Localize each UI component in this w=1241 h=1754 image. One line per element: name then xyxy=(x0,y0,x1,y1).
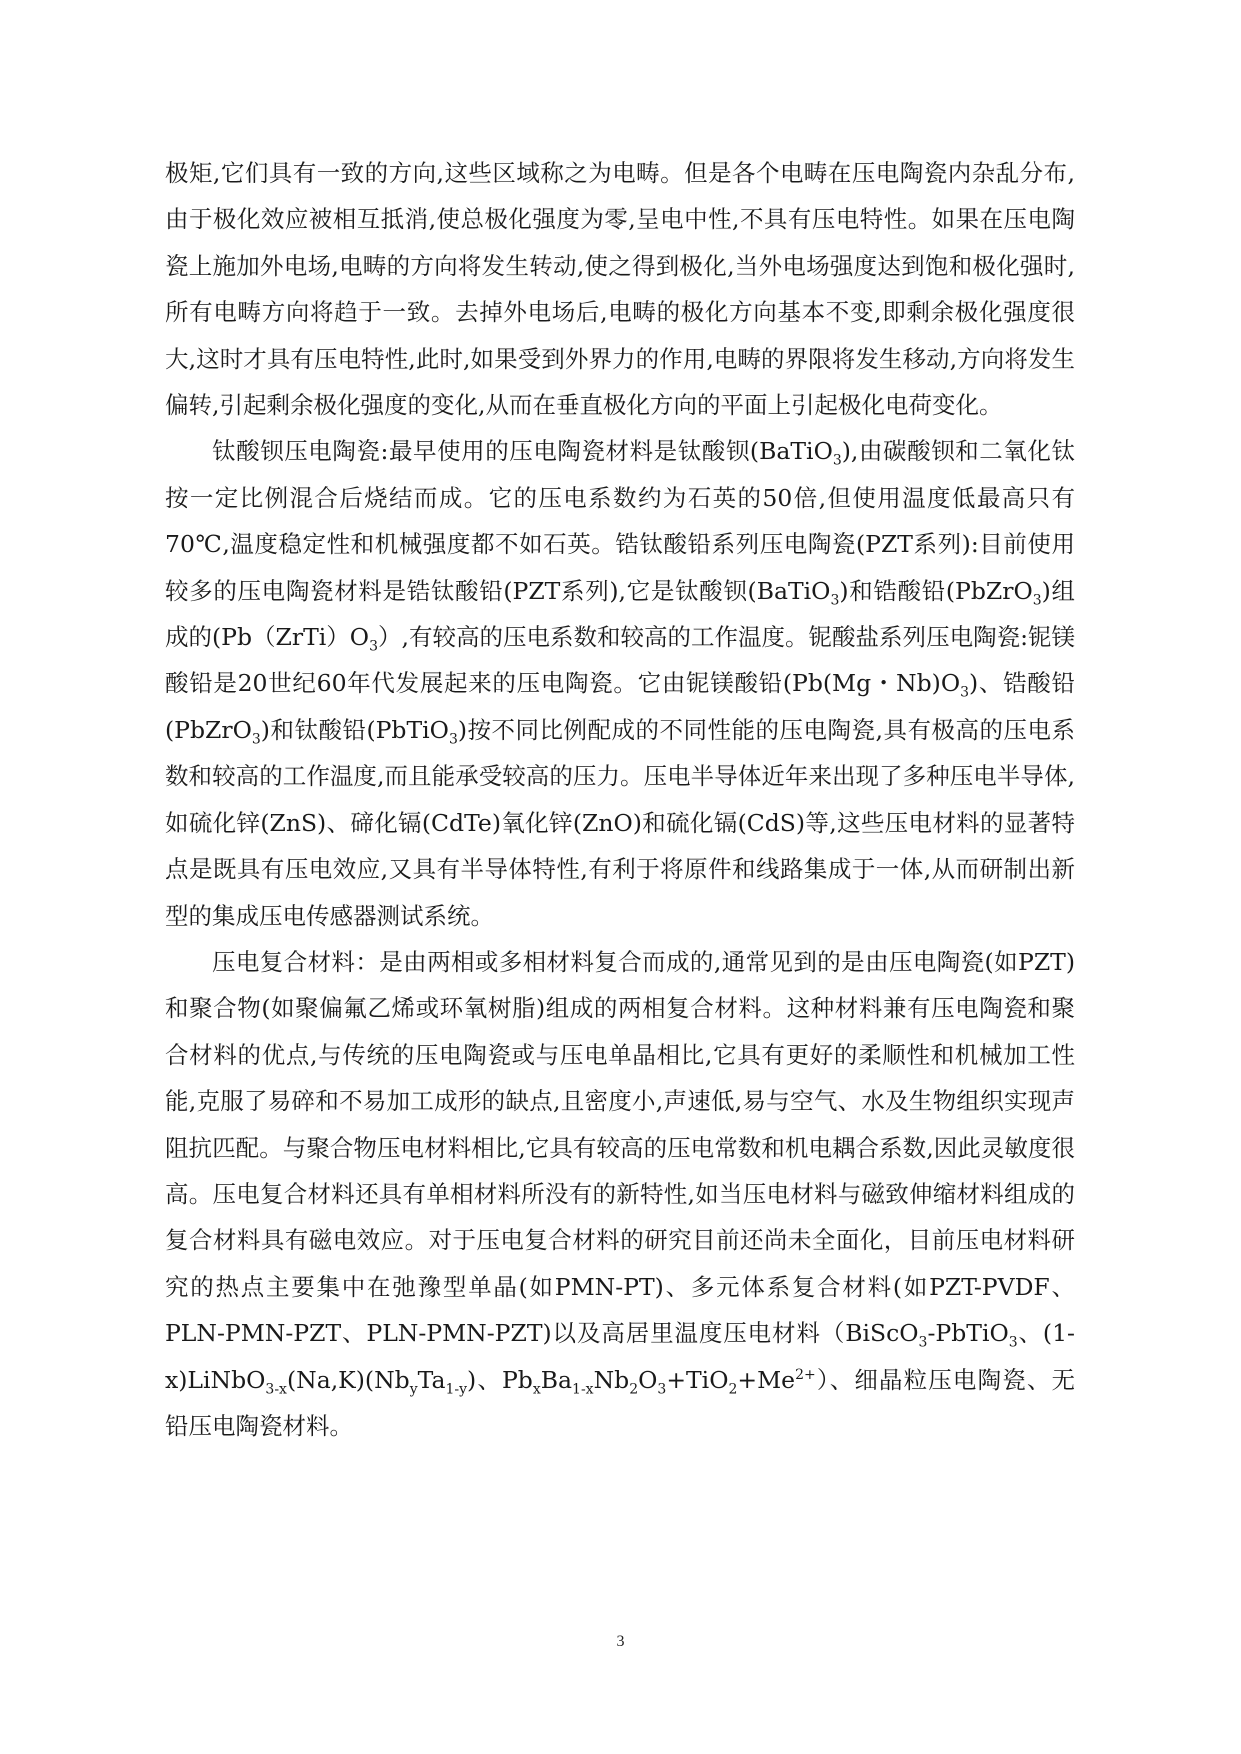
text-run: )和钛酸铅(PbTiO xyxy=(260,715,449,744)
subscript: 3-x xyxy=(265,1381,287,1398)
subscript: 2 xyxy=(728,1381,738,1398)
subscript: 3 xyxy=(657,1381,667,1398)
text-run: 、(1-x)LiNbO xyxy=(165,1319,1075,1394)
subscript: 1-x xyxy=(572,1381,594,1398)
text-run: +TiO xyxy=(666,1365,729,1394)
text-run: )、锆酸铅(PbZrO xyxy=(165,669,1075,744)
text-run: Ba xyxy=(540,1365,573,1394)
text-run: )和锆酸铅(PbZrO xyxy=(839,576,1033,605)
subscript: 3 xyxy=(369,638,378,655)
subscript: 3 xyxy=(918,1334,928,1351)
paragraph-piezo-composite xyxy=(165,939,1075,1449)
text-run: )按不同比例配成的不同性能的压电陶瓷,具有极高的压电系数和较高的工作温度,而且能承受较高的压力。压电半导体近年来出现了多种压电半导体,如硫化锌(ZnS)、碲化镉(CdTe)氧化锌(ZnO)和硫化镉(CdS)等,这些压电材料的显著特点是既具有压电效应,又具有半导体特性,有利于将原件和线路集成于一体,从而研制出新型的集成压电传感器测试系统。 xyxy=(165,715,1075,930)
text-run: ),由碳酸钡和二氧化钛按一定比例混合后烧结而成。它的压电系数约为石英的50倍,但使用温度低最高只有70℃,温度稳定性和机械强度都不如石英。锆钛酸铅系列压电陶瓷(PZT系列):目前使用较多的压电陶瓷材料是锆钛酸铅(PZT系列),它是钛酸钡(BaTiO xyxy=(165,437,1075,605)
paragraph-barium-titanate xyxy=(165,428,1075,938)
document-body xyxy=(165,150,1075,1449)
text-run: 钛酸钡压电陶瓷:最早使用的压电陶瓷材料是钛酸钡(BaTiO xyxy=(212,437,833,466)
text-run: ）、细晶粒压电陶瓷、无铅压电陶瓷材料。 xyxy=(165,1365,1075,1440)
text-run: +Me xyxy=(737,1365,796,1394)
subscript: 3 xyxy=(1008,1334,1018,1351)
text-run: Ta xyxy=(417,1365,446,1394)
subscript: 3 xyxy=(830,592,840,609)
superscript: 2+ xyxy=(795,1366,816,1383)
subscript: 3 xyxy=(448,731,458,748)
text-run: 极矩,它们具有一致的方向,这些区域称之为电畴。但是各个电畴在压电陶瓷内杂乱分布,由于极化效应被相互抵消,使总极化强度为零,呈电中性,不具有压电特性。如果在压电陶瓷上施加外电场,电畴的方向将发生转动,使之得到极化,当外电场强度达到饱和极化强时,所有电畴方向将趋于一致。去掉外电场后,电畴的极化方向基本不变,即剩余极化强度很大,这时才具有压电特性,此时,如果受到外界力的作用,电畴的界限将发生移动,方向将发生偏转,引起剩余极化强度的变化,从而在垂直极化方向的平面上引起极化电荷变化。 xyxy=(165,159,1075,420)
text-run: Nb xyxy=(593,1365,630,1394)
text-run: 压电复合材料：是由两相或多相材料复合而成的,通常见到的是由压电陶瓷(如PZT)和聚合物(如聚偏氟乙烯或环氧树脂)组成的两相复合材料。这种材料兼有压电陶瓷和聚合材料的优点,与传统的压电陶瓷或与压电单晶相比,它具有更好的柔顺性和机械加工性能,克服了易碎和不易加工成形的缺点,且密度小,声速低,易与空气、水及生物组织实现声阻抗匹配。与聚合物压电材料相比,它具有较高的压电常数和机电耦合系数,因此灵敏度很高。压电复合材料还具有单相材料所没有的新特性,如当压电材料与磁致伸缩材料组成的复合材料具有磁电效应。对于压电复合材料的研究目前还尚未全面化，目前压电材料研究的热点主要集中在弛豫型单晶(如PMN-PT)、多元体系复合材料(如PZT-PVDF、PLN-PMN-PZT、PLN-PMN-PZT)以及高居里温度压电材料（BiScO xyxy=(165,947,1075,1348)
subscript: x xyxy=(532,1381,541,1398)
text-run: )、Pb xyxy=(467,1365,533,1394)
subscript: 3 xyxy=(832,453,842,470)
subscript: 3 xyxy=(1032,592,1042,609)
subscript: 3 xyxy=(960,685,970,702)
page-number: 3 xyxy=(616,1633,625,1650)
text-run: )组成的(Pb（ZrTi）O xyxy=(165,576,1075,652)
subscript: y xyxy=(409,1381,418,1398)
subscript: 3 xyxy=(251,731,261,748)
paragraph-electric-domains xyxy=(165,150,1075,428)
text-run: -PbTiO xyxy=(927,1319,1009,1348)
text-run: (Na,K)(Nb xyxy=(286,1365,410,1394)
text-run: ）,有较高的压电系数和较高的工作温度。铌酸盐系列压电陶瓷:铌镁酸铅是20世纪60年代发展起来的压电陶瓷。它由铌镁酸铅(Pb(Mg・Nb)O xyxy=(165,623,1076,698)
text-run: O xyxy=(638,1365,658,1394)
subscript: 1-y xyxy=(445,1381,468,1398)
subscript: 2 xyxy=(629,1381,639,1398)
